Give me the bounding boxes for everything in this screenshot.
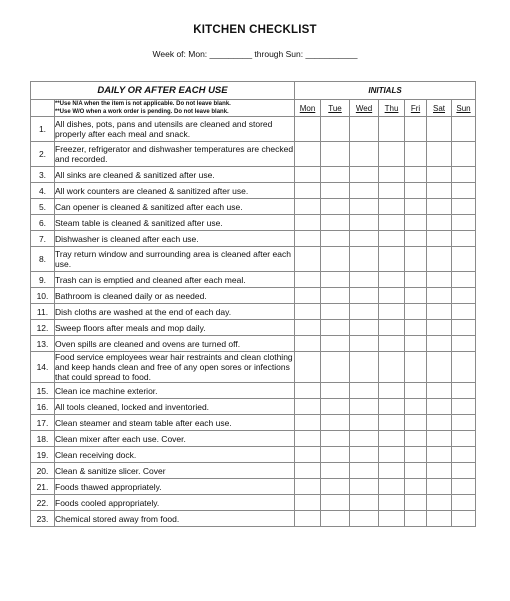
initials-cell-wed[interactable] bbox=[350, 117, 379, 142]
initials-cell-thu[interactable] bbox=[379, 383, 405, 399]
initials-cell-sun[interactable] bbox=[452, 199, 476, 215]
initials-cell-tue[interactable] bbox=[321, 215, 350, 231]
item-task: Sweep floors after meals and mop daily. bbox=[55, 320, 295, 336]
initials-cell-mon[interactable] bbox=[295, 399, 321, 415]
initials-cell-mon[interactable] bbox=[295, 463, 321, 479]
checklist-row bbox=[31, 247, 476, 272]
checklist-table bbox=[30, 81, 476, 527]
item-number: 16. bbox=[31, 399, 55, 415]
item-task: All sinks are cleaned & sanitized after use. bbox=[55, 167, 295, 183]
initials-cell-sun[interactable] bbox=[452, 383, 476, 399]
initials-cell-sun[interactable] bbox=[452, 247, 476, 272]
initials-cell-sun[interactable] bbox=[452, 431, 476, 447]
initials-cell-sat[interactable] bbox=[427, 167, 452, 183]
initials-cell-sun[interactable] bbox=[452, 288, 476, 304]
initials-cell-thu[interactable] bbox=[379, 304, 405, 320]
initials-cell-sat[interactable] bbox=[427, 415, 452, 431]
item-task: Foods thawed appropriately. bbox=[55, 479, 295, 495]
checklist-row bbox=[31, 199, 476, 215]
initials-cell-mon[interactable] bbox=[295, 231, 321, 247]
initials-cell-mon[interactable] bbox=[295, 215, 321, 231]
initials-cell-sun[interactable] bbox=[452, 215, 476, 231]
initials-cell-fri[interactable] bbox=[405, 183, 427, 199]
initials-cell-tue[interactable] bbox=[321, 117, 350, 142]
item-task: Oven spills are cleaned and ovens are turned off. bbox=[55, 336, 295, 352]
initials-cell-thu[interactable] bbox=[379, 215, 405, 231]
initials-cell-wed[interactable] bbox=[350, 415, 379, 431]
item-number: 10. bbox=[31, 288, 55, 304]
initials-cell-mon[interactable] bbox=[295, 336, 321, 352]
initials-cell-wed[interactable] bbox=[350, 304, 379, 320]
initials-cell-mon[interactable] bbox=[295, 352, 321, 383]
initials-cell-fri[interactable] bbox=[405, 247, 427, 272]
initials-cell-sun[interactable] bbox=[452, 463, 476, 479]
initials-cell-thu[interactable] bbox=[379, 272, 405, 288]
item-number: 4. bbox=[31, 183, 55, 199]
item-number: 22. bbox=[31, 495, 55, 511]
item-number: 23. bbox=[31, 511, 55, 527]
initials-cell-mon[interactable] bbox=[295, 383, 321, 399]
initials-cell-fri[interactable] bbox=[405, 399, 427, 415]
note-wo: **Use W/O when a work order is pending. Do not leave blank. bbox=[55, 109, 229, 115]
initials-cell-thu[interactable] bbox=[379, 511, 405, 527]
initials-cell-fri[interactable] bbox=[405, 479, 427, 495]
initials-cell-fri[interactable] bbox=[405, 215, 427, 231]
item-task: Bathroom is cleaned daily or as needed. bbox=[55, 288, 295, 304]
initials-cell-fri[interactable] bbox=[405, 447, 427, 463]
initials-cell-tue[interactable] bbox=[321, 247, 350, 272]
initials-cell-sun[interactable] bbox=[452, 415, 476, 431]
initials-cell-thu[interactable] bbox=[379, 231, 405, 247]
initials-cell-sat[interactable] bbox=[427, 479, 452, 495]
page-title: KITCHEN CHECKLIST bbox=[193, 24, 317, 36]
initials-cell-fri[interactable] bbox=[405, 199, 427, 215]
item-task: Tray return window and surrounding area is cleaned after each use. bbox=[55, 247, 295, 272]
initials-cell-mon[interactable] bbox=[295, 183, 321, 199]
initials-cell-tue[interactable] bbox=[321, 167, 350, 183]
initials-cell-sat[interactable] bbox=[427, 247, 452, 272]
initials-cell-sun[interactable] bbox=[452, 495, 476, 511]
day-header-sun: Sun bbox=[452, 100, 476, 117]
checklist-row bbox=[31, 183, 476, 199]
checklist-row bbox=[31, 117, 476, 142]
initials-cell-wed[interactable] bbox=[350, 383, 379, 399]
initials-cell-sat[interactable] bbox=[427, 399, 452, 415]
initials-cell-sat[interactable] bbox=[427, 352, 452, 383]
initials-cell-wed[interactable] bbox=[350, 215, 379, 231]
initials-cell-mon[interactable] bbox=[295, 415, 321, 431]
item-number: 21. bbox=[31, 479, 55, 495]
item-number: 19. bbox=[31, 447, 55, 463]
initials-cell-sun[interactable] bbox=[452, 142, 476, 167]
initials-cell-fri[interactable] bbox=[405, 167, 427, 183]
initials-cell-sun[interactable] bbox=[452, 336, 476, 352]
item-number: 8. bbox=[31, 247, 55, 272]
initials-cell-fri[interactable] bbox=[405, 383, 427, 399]
initials-cell-sun[interactable] bbox=[452, 511, 476, 527]
initials-cell-mon[interactable] bbox=[295, 117, 321, 142]
item-number: 11. bbox=[31, 304, 55, 320]
initials-cell-sun[interactable] bbox=[452, 272, 476, 288]
initials-cell-tue[interactable] bbox=[321, 399, 350, 415]
initials-cell-sat[interactable] bbox=[427, 304, 452, 320]
initials-cell-wed[interactable] bbox=[350, 495, 379, 511]
initials-cell-fri[interactable] bbox=[405, 142, 427, 167]
initials-cell-fri[interactable] bbox=[405, 272, 427, 288]
item-number: 15. bbox=[31, 383, 55, 399]
initials-cell-sat[interactable] bbox=[427, 495, 452, 511]
checklist-row bbox=[31, 336, 476, 352]
initials-cell-thu[interactable] bbox=[379, 183, 405, 199]
initials-cell-sun[interactable] bbox=[452, 447, 476, 463]
initials-cell-tue[interactable] bbox=[321, 511, 350, 527]
initials-cell-sat[interactable] bbox=[427, 117, 452, 142]
initials-cell-fri[interactable] bbox=[405, 415, 427, 431]
initials-cell-mon[interactable] bbox=[295, 247, 321, 272]
initials-cell-sat[interactable] bbox=[427, 142, 452, 167]
initials-cell-fri[interactable] bbox=[405, 352, 427, 383]
day-header-fri: Fri bbox=[405, 100, 427, 117]
initials-cell-thu[interactable] bbox=[379, 336, 405, 352]
checklist-row bbox=[31, 383, 476, 399]
initials-cell-wed[interactable] bbox=[350, 447, 379, 463]
checklist-row bbox=[31, 479, 476, 495]
item-task: Dishwasher is cleaned after each use. bbox=[55, 231, 295, 247]
initials-cell-mon[interactable] bbox=[295, 431, 321, 447]
initials-cell-wed[interactable] bbox=[350, 142, 379, 167]
item-task: Clean ice machine exterior. bbox=[55, 383, 295, 399]
section-header: DAILY OR AFTER EACH USE bbox=[31, 82, 295, 100]
initials-cell-sun[interactable] bbox=[452, 183, 476, 199]
initials-cell-thu[interactable] bbox=[379, 247, 405, 272]
initials-cell-thu[interactable] bbox=[379, 447, 405, 463]
initials-cell-thu[interactable] bbox=[379, 352, 405, 383]
item-number: 20. bbox=[31, 463, 55, 479]
initials-cell-wed[interactable] bbox=[350, 479, 379, 495]
day-header-thu: Thu bbox=[379, 100, 405, 117]
checklist-row bbox=[31, 167, 476, 183]
initials-cell-fri[interactable] bbox=[405, 288, 427, 304]
initials-cell-tue[interactable] bbox=[321, 199, 350, 215]
initials-cell-thu[interactable] bbox=[379, 415, 405, 431]
item-task: Food service employees wear hair restraints and clean clothing and keep hands clean and free of any open sores or infections that could spread to food. bbox=[55, 352, 293, 382]
initials-cell-tue[interactable] bbox=[321, 304, 350, 320]
checklist-row bbox=[31, 495, 476, 511]
initials-cell-fri[interactable] bbox=[405, 511, 427, 527]
initials-cell-tue[interactable] bbox=[321, 383, 350, 399]
initials-cell-tue[interactable] bbox=[321, 479, 350, 495]
initials-cell-sat[interactable] bbox=[427, 511, 452, 527]
initials-cell-wed[interactable] bbox=[350, 247, 379, 272]
initials-cell-mon[interactable] bbox=[295, 511, 321, 527]
initials-cell-thu[interactable] bbox=[379, 463, 405, 479]
initials-cell-fri[interactable] bbox=[405, 336, 427, 352]
initials-cell-sat[interactable] bbox=[427, 215, 452, 231]
initials-cell-fri[interactable] bbox=[405, 304, 427, 320]
initials-cell-wed[interactable] bbox=[350, 399, 379, 415]
initials-cell-tue[interactable] bbox=[321, 447, 350, 463]
initials-cell-sat[interactable] bbox=[427, 447, 452, 463]
checklist-items bbox=[31, 117, 476, 527]
initials-cell-wed[interactable] bbox=[350, 199, 379, 215]
checklist-row bbox=[31, 399, 476, 415]
initials-cell-sat[interactable] bbox=[427, 320, 452, 336]
initials-cell-sun[interactable] bbox=[452, 399, 476, 415]
initials-cell-tue[interactable] bbox=[321, 495, 350, 511]
item-number: 3. bbox=[31, 167, 55, 183]
initials-cell-fri[interactable] bbox=[405, 117, 427, 142]
initials-cell-sat[interactable] bbox=[427, 272, 452, 288]
initials-cell-sat[interactable] bbox=[427, 336, 452, 352]
initials-cell-wed[interactable] bbox=[350, 336, 379, 352]
initials-cell-wed[interactable] bbox=[350, 511, 379, 527]
initials-cell-sun[interactable] bbox=[452, 352, 476, 383]
checklist-row bbox=[31, 415, 476, 431]
initials-cell-tue[interactable] bbox=[321, 142, 350, 167]
item-task: Chemical stored away from food. bbox=[55, 511, 295, 527]
initials-cell-fri[interactable] bbox=[405, 431, 427, 447]
initials-cell-wed[interactable] bbox=[350, 352, 379, 383]
initials-cell-sun[interactable] bbox=[452, 320, 476, 336]
initials-cell-mon[interactable] bbox=[295, 167, 321, 183]
initials-cell-wed[interactable] bbox=[350, 320, 379, 336]
initials-cell-wed[interactable] bbox=[350, 231, 379, 247]
initials-cell-sun[interactable] bbox=[452, 231, 476, 247]
item-number: 14. bbox=[31, 352, 55, 383]
initials-cell-wed[interactable] bbox=[350, 288, 379, 304]
item-number: 7. bbox=[31, 231, 55, 247]
initials-cell-thu[interactable] bbox=[379, 142, 405, 167]
initials-cell-mon[interactable] bbox=[295, 142, 321, 167]
initials-cell-fri[interactable] bbox=[405, 320, 427, 336]
item-number: 17. bbox=[31, 415, 55, 431]
initials-cell-sat[interactable] bbox=[427, 183, 452, 199]
initials-cell-wed[interactable] bbox=[350, 272, 379, 288]
initials-cell-thu[interactable] bbox=[379, 117, 405, 142]
initials-cell-mon[interactable] bbox=[295, 495, 321, 511]
checklist-row bbox=[31, 352, 476, 383]
initials-cell-thu[interactable] bbox=[379, 167, 405, 183]
initials-cell-sat[interactable] bbox=[427, 199, 452, 215]
initials-cell-sun[interactable] bbox=[452, 167, 476, 183]
initials-cell-tue[interactable] bbox=[321, 320, 350, 336]
item-task: Clean & sanitize slicer. Cover bbox=[55, 463, 295, 479]
item-number: 18. bbox=[31, 431, 55, 447]
initials-cell-sun[interactable] bbox=[452, 117, 476, 142]
initials-cell-mon[interactable] bbox=[295, 304, 321, 320]
item-number: 2. bbox=[31, 142, 55, 167]
initials-cell-tue[interactable] bbox=[321, 336, 350, 352]
initials-cell-wed[interactable] bbox=[350, 167, 379, 183]
checklist-row bbox=[31, 142, 476, 167]
instructions-note bbox=[55, 100, 295, 117]
checklist-row bbox=[31, 431, 476, 447]
item-task: Clean receiving dock. bbox=[55, 447, 295, 463]
initials-cell-thu[interactable] bbox=[379, 479, 405, 495]
initials-cell-mon[interactable] bbox=[295, 272, 321, 288]
checklist-row bbox=[31, 320, 476, 336]
checklist-row bbox=[31, 447, 476, 463]
initials-cell-mon[interactable] bbox=[295, 479, 321, 495]
initials-cell-mon[interactable] bbox=[295, 288, 321, 304]
item-task: Clean steamer and steam table after each use. bbox=[55, 415, 295, 431]
initials-cell-tue[interactable] bbox=[321, 288, 350, 304]
item-task: Can opener is cleaned & sanitized after each use. bbox=[55, 199, 295, 215]
initials-cell-sat[interactable] bbox=[427, 383, 452, 399]
initials-cell-tue[interactable] bbox=[321, 415, 350, 431]
item-number: 9. bbox=[31, 272, 55, 288]
item-task: All dishes, pots, pans and utensils are cleaned and stored properly after each meal and snack. bbox=[55, 117, 295, 142]
initials-cell-wed[interactable] bbox=[350, 183, 379, 199]
initials-cell-tue[interactable] bbox=[321, 431, 350, 447]
note-na: **Use N/A when the item is not applicable. Do not leave blank. bbox=[55, 101, 231, 107]
item-task: Foods cooled appropriately. bbox=[55, 495, 295, 511]
initials-cell-wed[interactable] bbox=[350, 463, 379, 479]
item-number: 12. bbox=[31, 320, 55, 336]
checklist-row bbox=[31, 231, 476, 247]
day-header-sat: Sat bbox=[427, 100, 452, 117]
initials-cell-mon[interactable] bbox=[295, 447, 321, 463]
item-number: 5. bbox=[31, 199, 55, 215]
day-header-tue: Tue bbox=[321, 100, 350, 117]
item-task: All tools cleaned, locked and inventoried. bbox=[55, 399, 295, 415]
initials-cell-fri[interactable] bbox=[405, 231, 427, 247]
initials-cell-sun[interactable] bbox=[452, 304, 476, 320]
initials-cell-fri[interactable] bbox=[405, 495, 427, 511]
initials-cell-tue[interactable] bbox=[321, 352, 350, 383]
item-task: Clean mixer after each use. Cover. bbox=[55, 431, 295, 447]
checklist-row bbox=[31, 288, 476, 304]
item-task: Dish cloths are washed at the end of each day. bbox=[55, 304, 295, 320]
item-number: 1. bbox=[31, 117, 55, 142]
initials-cell-sat[interactable] bbox=[427, 431, 452, 447]
item-task: Trash can is emptied and cleaned after each meal. bbox=[55, 272, 295, 288]
initials-cell-wed[interactable] bbox=[350, 431, 379, 447]
checklist-row bbox=[31, 304, 476, 320]
item-task: All work counters are cleaned & sanitized after use. bbox=[55, 183, 295, 199]
initials-cell-tue[interactable] bbox=[321, 463, 350, 479]
initials-cell-mon[interactable] bbox=[295, 320, 321, 336]
initials-cell-mon[interactable] bbox=[295, 199, 321, 215]
checklist-row bbox=[31, 511, 476, 527]
week-line: Week of: Mon: _________ through Sun: ___________ bbox=[152, 49, 358, 59]
day-header-wed: Wed bbox=[350, 100, 379, 117]
initials-cell-tue[interactable] bbox=[321, 183, 350, 199]
item-number: 13. bbox=[31, 336, 55, 352]
initials-cell-sun[interactable] bbox=[452, 479, 476, 495]
initials-cell-thu[interactable] bbox=[379, 288, 405, 304]
initials-cell-thu[interactable] bbox=[379, 399, 405, 415]
initials-cell-thu[interactable] bbox=[379, 431, 405, 447]
item-number: 6. bbox=[31, 215, 55, 231]
item-task: Freezer, refrigerator and dishwasher temperatures are checked and recorded. bbox=[55, 142, 295, 167]
initials-cell-thu[interactable] bbox=[379, 199, 405, 215]
initials-cell-tue[interactable] bbox=[321, 272, 350, 288]
item-task: Steam table is cleaned & sanitized after use. bbox=[55, 215, 295, 231]
day-header-mon: Mon bbox=[295, 100, 321, 117]
checklist-row bbox=[31, 215, 476, 231]
initials-cell-thu[interactable] bbox=[379, 320, 405, 336]
note-number-cell bbox=[31, 100, 55, 117]
initials-cell-tue[interactable] bbox=[321, 231, 350, 247]
initials-cell-fri[interactable] bbox=[405, 463, 427, 479]
initials-cell-thu[interactable] bbox=[379, 495, 405, 511]
checklist-row bbox=[31, 272, 476, 288]
initials-cell-sat[interactable] bbox=[427, 463, 452, 479]
checklist-row bbox=[31, 463, 476, 479]
initials-cell-sat[interactable] bbox=[427, 288, 452, 304]
initials-header: INITIALS bbox=[295, 82, 476, 100]
initials-cell-sat[interactable] bbox=[427, 231, 452, 247]
